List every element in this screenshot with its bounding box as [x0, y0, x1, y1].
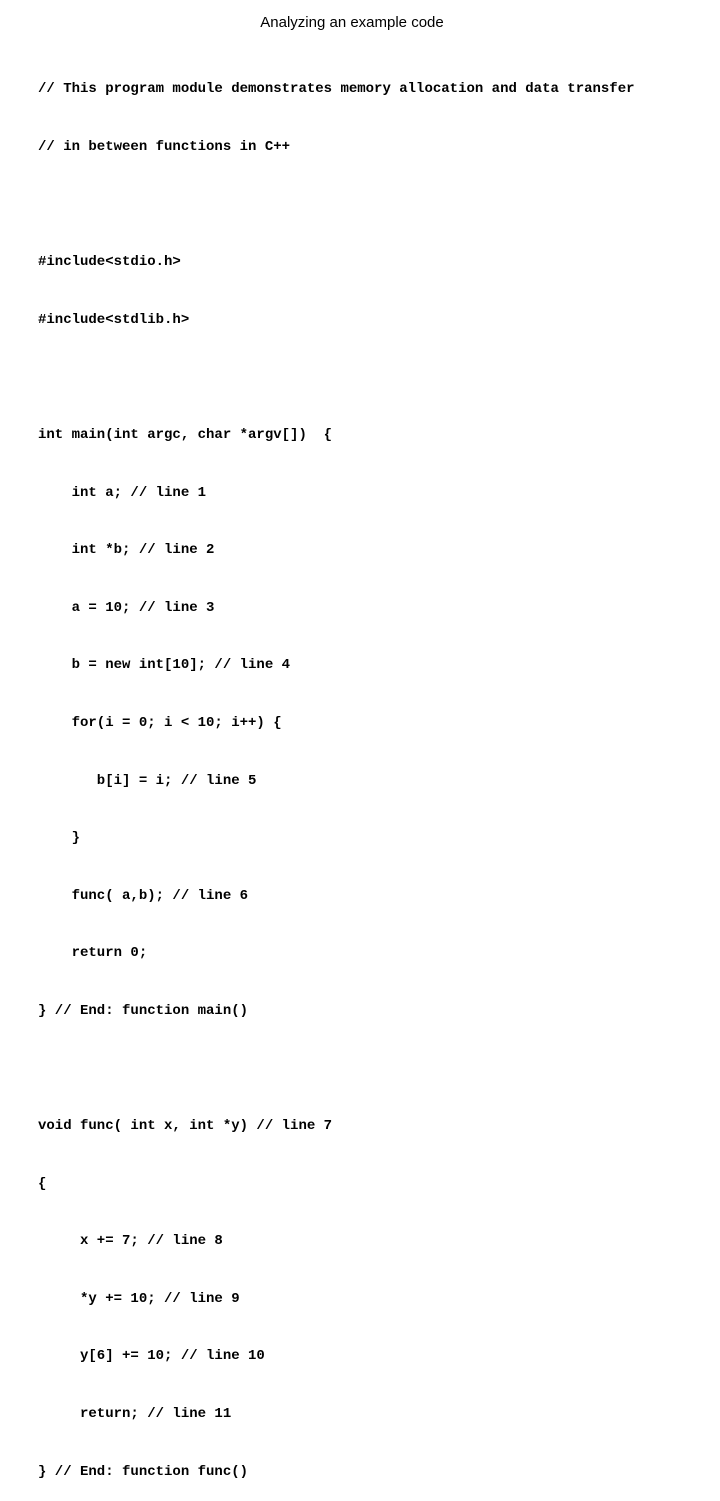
code-line: void func( int x, int *y) // line 7 — [38, 1118, 333, 1135]
code-line: func( a,b); // line 6 — [38, 887, 249, 904]
slide-title: Analyzing an example code — [260, 14, 444, 31]
code-line: x += 7; // line 8 — [38, 1233, 223, 1250]
code-line: } // End: function main() — [38, 1002, 249, 1019]
code-line: int a; // line 1 — [38, 484, 207, 501]
code-line: // This program module demonstrates memory allocation and data transfer — [38, 81, 635, 98]
code-line: } — [38, 830, 81, 847]
code-line — [38, 1060, 635, 1079]
code-line: b[i] = i; // line 5 — [38, 772, 257, 789]
code-line: #include<stdio.h> — [38, 254, 181, 271]
code-line: a = 10; // line 3 — [38, 599, 215, 616]
code-line: int *b; // line 2 — [38, 542, 215, 559]
code-line: int main(int argc, char *argv[]) { — [38, 426, 333, 443]
code-line — [38, 368, 635, 387]
code-line: } // End: function func() — [38, 1463, 249, 1480]
code-line: // in between functions in C++ — [38, 139, 291, 155]
code-line: #include<stdlib.h> — [38, 311, 190, 328]
code-line: { — [38, 1175, 47, 1192]
code-line: for(i = 0; i < 10; i++) { — [38, 714, 282, 731]
code-line: *y += 10; // line 9 — [38, 1290, 240, 1307]
code-line: return 0; — [38, 945, 148, 962]
code-block — [38, 42, 635, 1501]
code-line: y[6] += 10; // line 10 — [38, 1348, 265, 1365]
code-line — [38, 196, 635, 215]
code-line: return; // line 11 — [38, 1406, 232, 1423]
code-line: b = new int[10]; // line 4 — [38, 657, 291, 674]
